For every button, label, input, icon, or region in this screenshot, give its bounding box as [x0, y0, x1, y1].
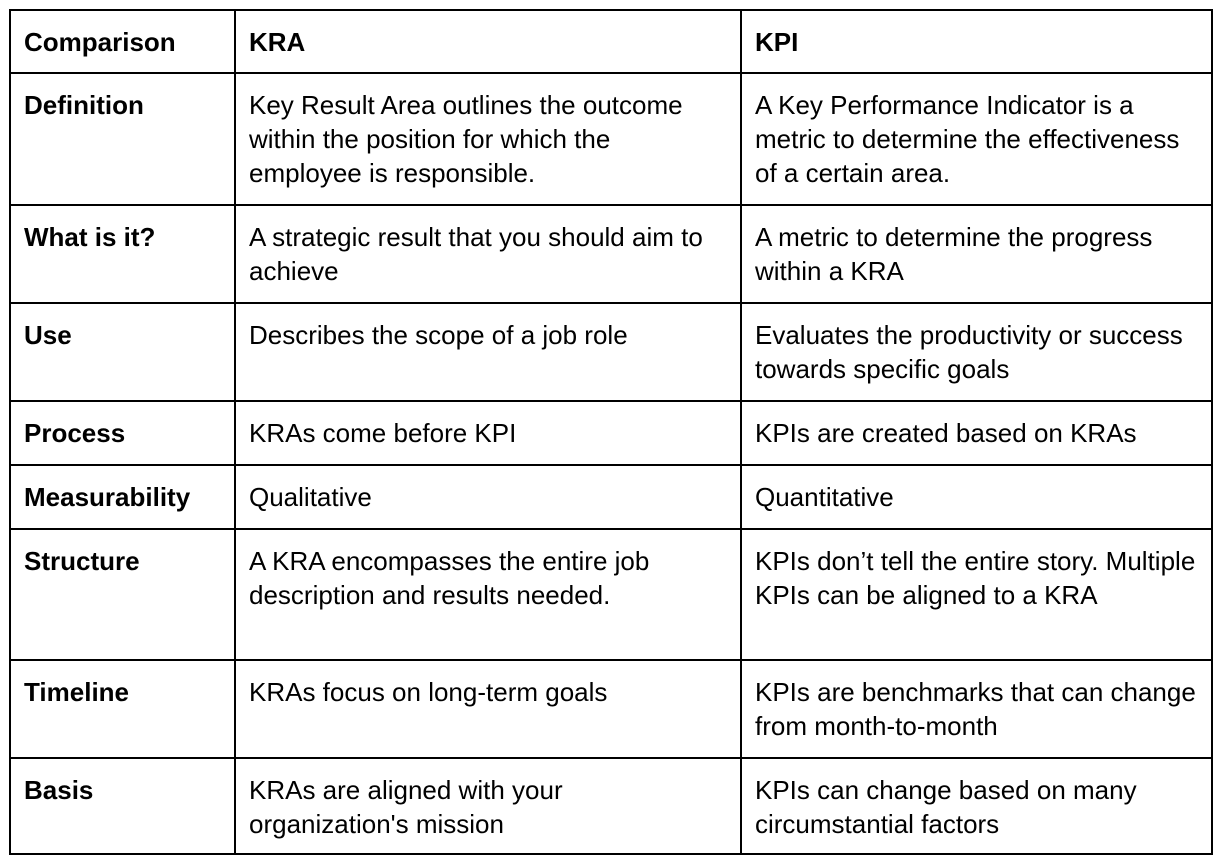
kra-cell: Key Result Area outlines the outcome within the position for which the employee is responsible. [235, 73, 741, 205]
table-row [10, 758, 1212, 854]
kra-cell: A KRA encompasses the entire job description and results needed. [235, 529, 741, 660]
row-label: Measurability [10, 465, 235, 529]
row-label: What is it? [10, 205, 235, 303]
table-row [10, 303, 1212, 401]
kra-cell: KRAs come before KPI [235, 401, 741, 465]
header-kra: KRA [235, 10, 741, 73]
kpi-cell: KPIs are created based on KRAs [741, 401, 1212, 465]
kpi-cell: A metric to determine the progress within a KRA [741, 205, 1212, 303]
kpi-cell: Quantitative [741, 465, 1212, 529]
row-label: Timeline [10, 660, 235, 758]
table-header-row [10, 10, 1212, 73]
row-label: Basis [10, 758, 235, 854]
row-label: Structure [10, 529, 235, 660]
kra-cell: Qualitative [235, 465, 741, 529]
row-label: Process [10, 401, 235, 465]
table-row [10, 660, 1212, 758]
kra-cell: A strategic result that you should aim to achieve [235, 205, 741, 303]
kra-cell: KRAs focus on long-term goals [235, 660, 741, 758]
row-label: Definition [10, 73, 235, 205]
table-row [10, 205, 1212, 303]
kra-cell: Describes the scope of a job role [235, 303, 741, 401]
kpi-cell: Evaluates the productivity or success towards specific goals [741, 303, 1212, 401]
kpi-cell: A Key Performance Indicator is a metric to determine the effectiveness of a certain area. [741, 73, 1212, 205]
kpi-cell: KPIs are benchmarks that can change from month-to-month [741, 660, 1212, 758]
kra-cell: KRAs are aligned with your organization's mission [235, 758, 741, 854]
table-row [10, 73, 1212, 205]
table-row [10, 529, 1212, 660]
row-label: Use [10, 303, 235, 401]
table-row [10, 401, 1212, 465]
comparison-table [9, 9, 1213, 855]
kpi-cell: KPIs can change based on many circumstantial factors [741, 758, 1212, 854]
table-row [10, 465, 1212, 529]
kpi-cell: KPIs don’t tell the entire story. Multiple KPIs can be aligned to a KRA [741, 529, 1212, 660]
header-kpi: KPI [741, 10, 1212, 73]
header-comparison: Comparison [10, 10, 235, 73]
